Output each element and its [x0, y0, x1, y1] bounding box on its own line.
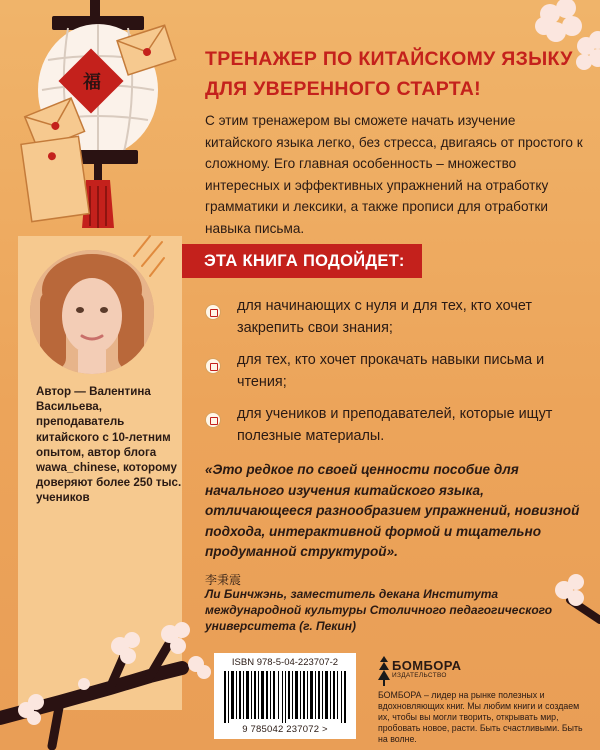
isbn-label: ISBN 978-5-04-223707-2 [231, 657, 339, 668]
author-bio: Автор — Валентина Васильева, преподаватель китайского с 10-летним опытом, автор блога wawa_chinese, которому доверяют более 250 тыс. учеников [36, 385, 182, 505]
barcode [224, 671, 346, 723]
bullet-coin-icon [205, 412, 221, 428]
bullet-coin-icon [205, 304, 221, 320]
publisher-sub: ИЗДАТЕЛЬСТВО [392, 672, 447, 679]
audience-banner: ЭТА КНИГА ПОДОЙДЕТ: [182, 244, 422, 278]
publisher-name: БОМБОРА [392, 658, 462, 673]
quote-author-chinese-name: 李秉震 [205, 573, 242, 587]
page-title: ТРЕНАЖЕР ПО КИТАЙСКОМУ ЯЗЫКУ ДЛЯ УВЕРЕННОГО СТАРТА! [205, 48, 573, 100]
barcode-digits: 9 785042 237072 > [242, 724, 328, 735]
bullet-coin-icon [205, 358, 221, 374]
red-envelope-icon [20, 130, 90, 226]
review-quote: «Это редкое по своей ценности пособие для начального изучения китайского языка, отличающееся разнообразием упражнений, новизной подхода, интерактивной формой и тщательно продуманной структурой». [205, 462, 580, 560]
barcode-box [214, 653, 356, 739]
audience-item-text: для начинающих с нуля и для тех, кто хочет закрепить свои знания; [237, 298, 532, 336]
cherry-branch [0, 606, 220, 750]
cherry-blossom-right [540, 560, 600, 640]
lantern-character: 福 [83, 72, 101, 93]
cherry-blossom-icon [555, 574, 584, 606]
audience-item-text: для учеников и преподавателей, которые ищут полезные материалы. [237, 406, 553, 444]
publisher-description: БОМБОРА – лидер на рынке полезных и вдохновляющих книг. Мы любим книги и создаем их, чтобы вы могли творить, открывать мир, пробовать новое, расти. Быть счастливыми. Быть на волне. [378, 690, 583, 744]
red-envelope-icon [112, 22, 182, 82]
audience-item-text: для тех, кто хочет прокачать навыки письма и чтения; [237, 352, 545, 390]
intro-paragraph: С этим тренажером вы сможете начать изучение китайского языка легко, без стресса, двигаясь от простого к сложному. Его главная особенность – множество интересных и эффективных упражнений на отработку грамматики и лексики, а также прописи для отработки навыка письма. [205, 113, 583, 236]
publisher-logo-icon [378, 656, 390, 686]
author-photo [30, 250, 154, 374]
quote-author: Ли Бинчжэнь, заместитель декана Института международной культуры Столичного педагогического университета (г. Пекин) [205, 587, 553, 633]
